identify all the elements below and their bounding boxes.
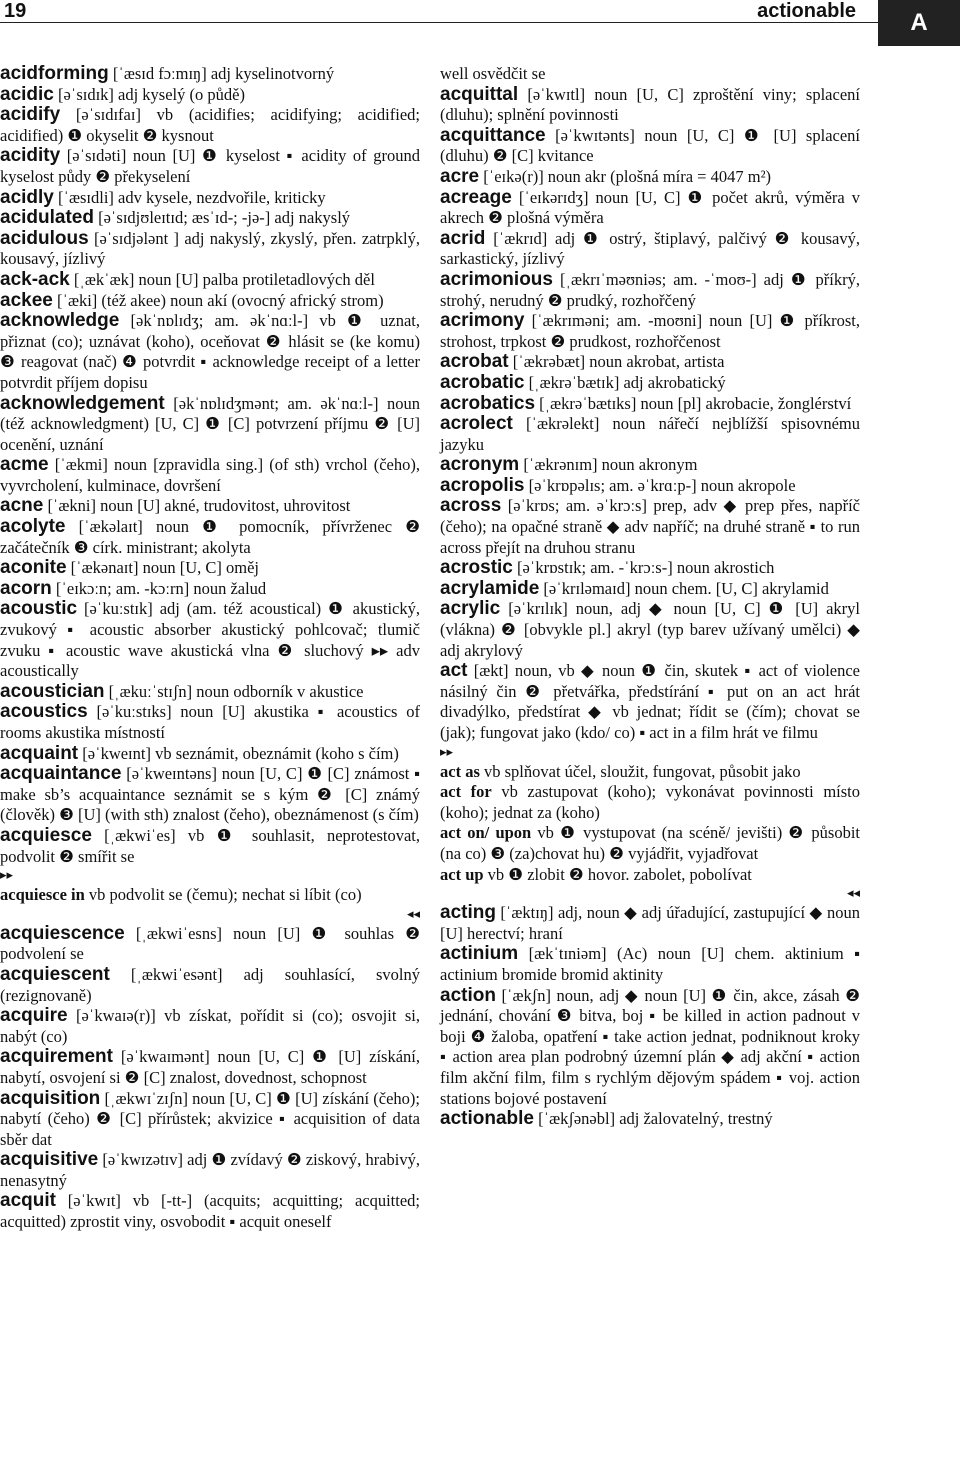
headword: ackee: [0, 289, 53, 311]
headword: acquittance: [440, 124, 546, 146]
entry-definition: [əˈkuːstɪk] adj (am. též acoustical) ❶ akustický, zvukový ▪ acoustic absorber akustický pohlcovač; tlumič zvuku ▪ acoustic wave akustická vlna ❷ sluchový ▸▸ adv acoustically: [0, 599, 420, 681]
phrasal-subentry: [440, 823, 860, 864]
headword: acidulated: [0, 207, 94, 229]
entry-definition: [ˈæki] (též akee) noun akí (ovocný africký strom): [52, 290, 384, 310]
dictionary-entry: [440, 311, 860, 352]
dictionary-entry: [0, 146, 420, 187]
entry-definition: [ˌækuːˈstɪʃn] noun odborník v akustice: [104, 681, 364, 701]
headword: acne: [0, 495, 44, 517]
dictionary-entry: [0, 85, 420, 106]
dictionary-entry: [440, 476, 860, 497]
headword: acidity: [0, 145, 61, 167]
headword: acknowledge: [0, 310, 120, 332]
headword: acolyte: [0, 516, 66, 538]
entry-definition: [əˈkwɪt] vb [-tt-] (acquits; acquitting; acquitted; acquitted) zprostit viny, osvobodit ▪ acquit oneself: [0, 1191, 420, 1232]
entry-definition: [əˈkwɪtənts] noun [U, C] ❶ [U] splacení (dluhu) ❷ [C] kvitance: [440, 125, 860, 166]
entry-definition: [əˈkwaɪmənt] noun [U, C] ❶ [U] získání, nabytí, osvojení si ❷ [C] znalost, dovednost, schopnost: [0, 1047, 420, 1087]
subentry-headword: act up: [440, 864, 484, 884]
dictionary-entry: [440, 126, 860, 167]
entry-definition: [ˈeɪkɔːn; am. -kɔːrn] noun žalud: [51, 578, 267, 598]
entry-definition: [ˈækrənɪm] noun akronym: [519, 455, 698, 475]
entry-definition: vb podvolit se (čemu); nechat si líbit (co): [84, 885, 362, 905]
dictionary-entry: [0, 744, 420, 765]
dictionary-entry: [440, 944, 860, 985]
dictionary-entry: [0, 599, 420, 681]
entry-definition: [əˈkwɪtl] noun [U, C] zproštění viny; splacení (dluhu); splnění povinnosti: [440, 84, 860, 125]
headword: acorn: [0, 577, 52, 599]
entry-definition: [əˈsɪdjələnt ] adj nakyslý, zkyslý, přen. zatrpklý, kousavý, jízlivý: [0, 228, 420, 269]
headword: acrolect: [440, 413, 513, 435]
page-header: [0, 0, 960, 48]
headword: acrimonious: [440, 268, 553, 290]
dictionary-entry: [0, 291, 420, 312]
dictionary-entry: [0, 188, 420, 209]
headword: acronym: [440, 454, 520, 476]
dictionary-entry: [0, 270, 420, 291]
section-letter-tab: [878, 0, 960, 46]
dictionary-entry: [440, 496, 860, 558]
dictionary-entry: [440, 986, 860, 1110]
entry-definition: [ˈækrɪməni; am. -moʊni] noun [U] ❶ příkrost, strohost, trpkost ❷ prudkost, rozhořčenost: [440, 311, 860, 351]
dictionary-entry: [0, 924, 420, 965]
entry-definition: [ˈækəlaɪt] noun ❶ pomocník, přívrženec ❷ začátečník ❸ círk. ministrant; akolyta: [0, 517, 420, 557]
entry-definition: vb splňovat účel, sloužit, fungovat, působit jako: [479, 761, 801, 781]
block-start-marker: ▸▸: [440, 744, 454, 760]
entry-definition: [ˌækwiˈesns] noun [U] ❶ souhlas ❷ podvolení se: [0, 923, 420, 964]
headword: acme: [0, 454, 49, 476]
dictionary-entry: [440, 85, 860, 126]
phrasal-subentry: [440, 762, 860, 783]
headword: acknowledgement: [0, 392, 165, 414]
headword: acting: [440, 902, 496, 924]
dictionary-entry: [440, 1109, 860, 1130]
dictionary-entry: [440, 599, 860, 661]
dictionary-entry: [440, 270, 860, 311]
entry-definition: [əˈsɪdjʊleɪtɪd; æsˈɪd-; -jə-] adj nakyslý: [93, 208, 351, 228]
entry-definition: [ˈækrəbæt] noun akrobat, artista: [508, 352, 725, 372]
entry-definition: [əˈkwaɪə(r)] vb získat, pořídit si (co); osvojit si, nabýt (co): [0, 1006, 420, 1046]
dictionary-entry: [440, 352, 860, 373]
subentry-headword: act as: [440, 761, 480, 781]
entry-definition: [ˈækʃn] noun, adj ◆ noun [U] ❶ čin, akce, zásah ❷ jednání, chování ❸ bitva, boj ▪ be killed in action padnout v boji ❹ žaloba, opatření ▪ take action jednat, podniknout kroky ▪ action area plan podrobný územní plán ◆ adj akční ▪ action film akční film, film s rychlým dějovým spádem ▪ voj. action stations bojové postavení: [440, 985, 860, 1108]
entry-definition: [ˌækwiˈes] vb ❶ souhlasit, neprotestovat, podvolit ❷ smířit se: [0, 825, 420, 866]
entry-definition: well osvědčit se: [440, 64, 546, 83]
entry-definition: vb zastupovat (koho); vykonávat povinnosti místo (koho); jednat za (koho): [440, 782, 860, 822]
dictionary-entry: [440, 229, 860, 270]
headword: acquiescence: [0, 922, 125, 944]
block-end-marker: ◂◂: [406, 906, 420, 922]
headword: acrobatics: [440, 392, 536, 414]
entry-definition: [ˌækwiˈesənt] adj souhlasící, svolný (rezignovaně): [0, 964, 420, 1005]
headword: acoustics: [0, 701, 88, 723]
running-head: actionable: [757, 0, 856, 22]
dictionary-entry: [440, 167, 860, 188]
entry-definition: [əˈsɪdɪk] adj kyselý (o půdě): [53, 84, 245, 104]
dictionary-entry: [0, 826, 420, 867]
headword: acropolis: [440, 474, 525, 496]
phrasal-subentry: [440, 865, 860, 886]
headword: across: [440, 495, 502, 517]
entry-definition: vb ❶ vystupovat (na scéně/ jevišti) ❷ působit (na co) ❸ (za)chovat hu) ❷ vyjádřit, vyjadřovat: [440, 823, 861, 863]
headword: acoustic: [0, 598, 78, 620]
headword: acquire: [0, 1005, 68, 1027]
dictionary-entry: [0, 455, 420, 496]
entry-definition: [ˈækʃənəbl] adj žalovatelný, trestný: [533, 1109, 773, 1129]
dictionary-entry: [0, 517, 420, 558]
dictionary-entry: [0, 1089, 420, 1151]
headword: acidify: [0, 104, 61, 126]
entry-definition: [ˈæsɪdli] adv kysele, nezdvořile, kriticky: [53, 187, 326, 207]
headword: acquaintance: [0, 763, 122, 785]
entry-definition: [əˈkrɒs; am. əˈkrɔːs] prep, adv ◆ prep přes, napříč (čeho); na opačné straně ◆ adv napříč; na druhé straně ▪ to run across přejít na druhou stranu: [440, 496, 860, 557]
entry-definition: [ˈækrəlekt] noun nářečí nejblížší spisovnému jazyku: [440, 414, 860, 454]
headword: acrylamide: [440, 577, 540, 599]
headword: ack-ack: [0, 268, 70, 290]
headword: acrobatic: [440, 371, 525, 393]
left-column: [0, 64, 420, 1233]
entry-definition: [əˈkrɒstɪk; am. -ˈkrɔːs-] noun akrostich: [512, 558, 775, 578]
entry-definition: [ˈækni] noun [U] akné, trudovitost, uhrovitost: [43, 496, 351, 516]
entry-definition: [ækˈtɪniəm] (Ac) noun [U] chem. aktinium ▪ actinium bromide bromid aktinity: [440, 944, 860, 984]
entry-definition: [ˈækrɪd] adj ❶ ostrý, štiplavý, palčivý ❷ kousavý, sarkastický, jízlivý: [440, 228, 860, 269]
entry-definition: [əˈkrɒpəlɪs; am. əˈkrɑːp-] noun akropole: [524, 475, 796, 495]
block-end-marker: ◂◂: [846, 886, 860, 902]
entry-definition: [əˈkwɪzətɪv] adj ❶ zvídavý ❷ ziskový, hrabivý, nenasytný: [0, 1150, 420, 1190]
dictionary-entry: [0, 1150, 420, 1191]
entry-definition: [əˈkuːstɪks] noun [U] akustika ▪ acoustics of rooms akustika místností: [0, 702, 420, 742]
entry-definition: [ˈæktɪŋ] adj, noun ◆ adj úřadující, zastupující ◆ noun [U] herectví; hraní: [440, 903, 860, 943]
dictionary-entry: [0, 1047, 420, 1088]
dictionary-entry: [440, 558, 860, 579]
dictionary-entry: [0, 1191, 420, 1232]
entry-definition: [ˌækrɪˈməʊniəs; am. -ˈmoʊ-] adj ❶ příkrý, strohý, nerudný ❷ prudký, rozhořčený: [440, 269, 860, 310]
dictionary-entry: [440, 579, 860, 600]
dictionary-entry: [0, 702, 420, 743]
headword: acidly: [0, 186, 54, 208]
entry-definition: [ˌækwɪˈzɪʃn] noun [U, C] ❶ [U] získání (čeho); nabytí (čeho) ❷ [C] přírůstek; akvizice ▪ acquisition of data sběr dat: [0, 1088, 420, 1149]
dictionary-entry: [0, 105, 420, 146]
entry-definition: [ˈeɪkərɪdʒ] noun [U, C] ❶ počet akrů, výměra v akrech ❷ plošná výměra: [440, 187, 860, 228]
headword: acquiescent: [0, 963, 110, 985]
headword: acquisitive: [0, 1149, 99, 1171]
entry-definition: [əˈsɪdəti] noun [U] ❶ kyselost ▪ acidity of ground kyselost půdy ❷ překyselení: [0, 146, 420, 186]
dictionary-entry: [0, 229, 420, 270]
headword: actionable: [440, 1108, 534, 1130]
phrasal-subentry: [0, 885, 420, 906]
subentry-headword: acquiesce in: [0, 885, 85, 905]
entry-definition: [ˈækənaɪt] noun [U, C] oměj: [66, 558, 259, 578]
dictionary-entry: [440, 661, 860, 743]
headword: acrostic: [440, 557, 513, 579]
entry-definition: [əˈkweɪnt] vb seznámit, obeznámit (koho s čím): [78, 743, 399, 763]
section-letter: A: [910, 9, 928, 36]
headword: acidforming: [0, 63, 109, 84]
headword: acreage: [440, 186, 512, 208]
headword: aconite: [0, 557, 67, 579]
headword: acquiesce: [0, 824, 92, 846]
entry-definition: [ˌækrəˈbætɪk] adj akrobatický: [524, 372, 726, 392]
dictionary-entry: [440, 455, 860, 476]
entry-definition: [ˈæsɪd fɔːmɪŋ] adj kyselinotvorný: [108, 64, 335, 83]
entry-definition: [əˈsɪdɪfaɪ] vb (acidifies; acidifying; acidified; acidified) ❶ okyselit ❷ kysnout: [0, 105, 420, 145]
subentry-headword: act on/ upon: [440, 823, 532, 843]
headword: acidic: [0, 83, 54, 105]
dictionary-entry: [0, 64, 420, 85]
block-start-marker: ▸▸: [0, 868, 14, 884]
headword: acrobat: [440, 351, 509, 373]
dictionary-entry: [0, 764, 420, 826]
headword: acquirement: [0, 1046, 113, 1068]
headword: acquittal: [440, 83, 519, 105]
headword: acquit: [0, 1190, 56, 1212]
headword: acrimony: [440, 310, 525, 332]
headword: action: [440, 984, 496, 1006]
dictionary-entry: [0, 394, 420, 456]
headword: acquaint: [0, 742, 79, 764]
headword: acre: [440, 165, 480, 187]
subentry-headword: act for: [440, 782, 492, 802]
dictionary-entry: [440, 903, 860, 944]
entry-definition: [əˈkweɪntəns] noun [U, C] ❶ [C] známost ▪ make sb’s acquaintance seznámit se s kým ❷ [C] známý (člověk) ❸ [U] (with sth) znalost (čeho), obeznámenost (s čím): [0, 764, 420, 825]
headword: act: [440, 660, 468, 682]
right-column: [440, 64, 860, 1130]
entry-definition: [ˈeɪkə(r)] noun akr (plošná míra = 4047 m²): [479, 166, 772, 186]
entry-definition: [əkˈnɒlɪdʒ; am. əkˈnɑːl-] vb ❶ uznat, přiznat (co); uznávat (koho), oceňovat ❷ hlásit se (ke komu) ❸ reagovat (nač) ❹ potvrdit ▪ acknowledge receipt of a letter potvrdit příjem dopisu: [0, 311, 420, 392]
dictionary-entry: [440, 188, 860, 229]
dictionary-entry: [0, 311, 420, 393]
dictionary-entry: [0, 1006, 420, 1047]
dictionary-entry: [0, 496, 420, 517]
headword: acrid: [440, 227, 486, 249]
entry-definition: [əkˈnɒlɪdʒmənt; am. əkˈnɑːl-] noun (též acknowledgment) [U, C] ❶ [C] potvrzení příjmu ❷ [U] ocenění, uznání: [0, 393, 420, 454]
dictionary-entry: [0, 208, 420, 229]
entry-definition: [ˌækrəˈbætɪks] noun [pl] akrobacie, žonglérství: [535, 393, 852, 413]
phrasal-subentry: [440, 782, 860, 823]
headword: acrylic: [440, 598, 501, 620]
page-number: 19: [4, 0, 27, 22]
entry-definition: [əˈkrɪlɪk] noun, adj ◆ noun [U, C] ❶ [U] akryl (vlákna) ❷ [obvykle pl.] akryl (typ barev užívaný umělci) ◆ adj akrylový: [440, 599, 860, 660]
headword: acquisition: [0, 1087, 101, 1109]
dictionary-entry: [440, 414, 860, 455]
entry-definition: [ˈækmi] noun [zpravidla sing.] (of sth) vrchol (čeho), vyvrcholení, kulminace, dovršení: [0, 455, 420, 495]
dictionary-entry: [0, 682, 420, 703]
entry-definition: [əˈkrɪləmaɪd] noun chem. [U, C] akrylamid: [539, 578, 829, 598]
entry-definition: vb ❶ zlobit ❷ hovor. zabolet, pobolívat: [483, 864, 752, 884]
dictionary-entry: [0, 965, 420, 1006]
dictionary-entry: [440, 64, 860, 85]
dictionary-entry: [0, 558, 420, 579]
header-rule: [0, 22, 880, 23]
dictionary-entry: [440, 373, 860, 394]
headword: acidulous: [0, 227, 89, 249]
headword: acoustician: [0, 680, 105, 702]
entry-definition: [ækt] noun, vb ◆ noun ❶ čin, skutek ▪ act of violence násilný čin ❷ přetvářka, předstírání ▪ put on an act hrát divadýlko, předstírat ◆ vb jednat; řídit se (čím); chovat se (jak); fungovat jako (kdo/ co) ▪ act in a film hrát ve filmu: [440, 661, 860, 742]
dictionary-entry: [440, 394, 860, 415]
entry-definition: [ˌækˈæk] noun [U] palba protiletadlových děl: [69, 269, 375, 289]
headword: actinium: [440, 943, 519, 965]
dictionary-entry: [0, 579, 420, 600]
